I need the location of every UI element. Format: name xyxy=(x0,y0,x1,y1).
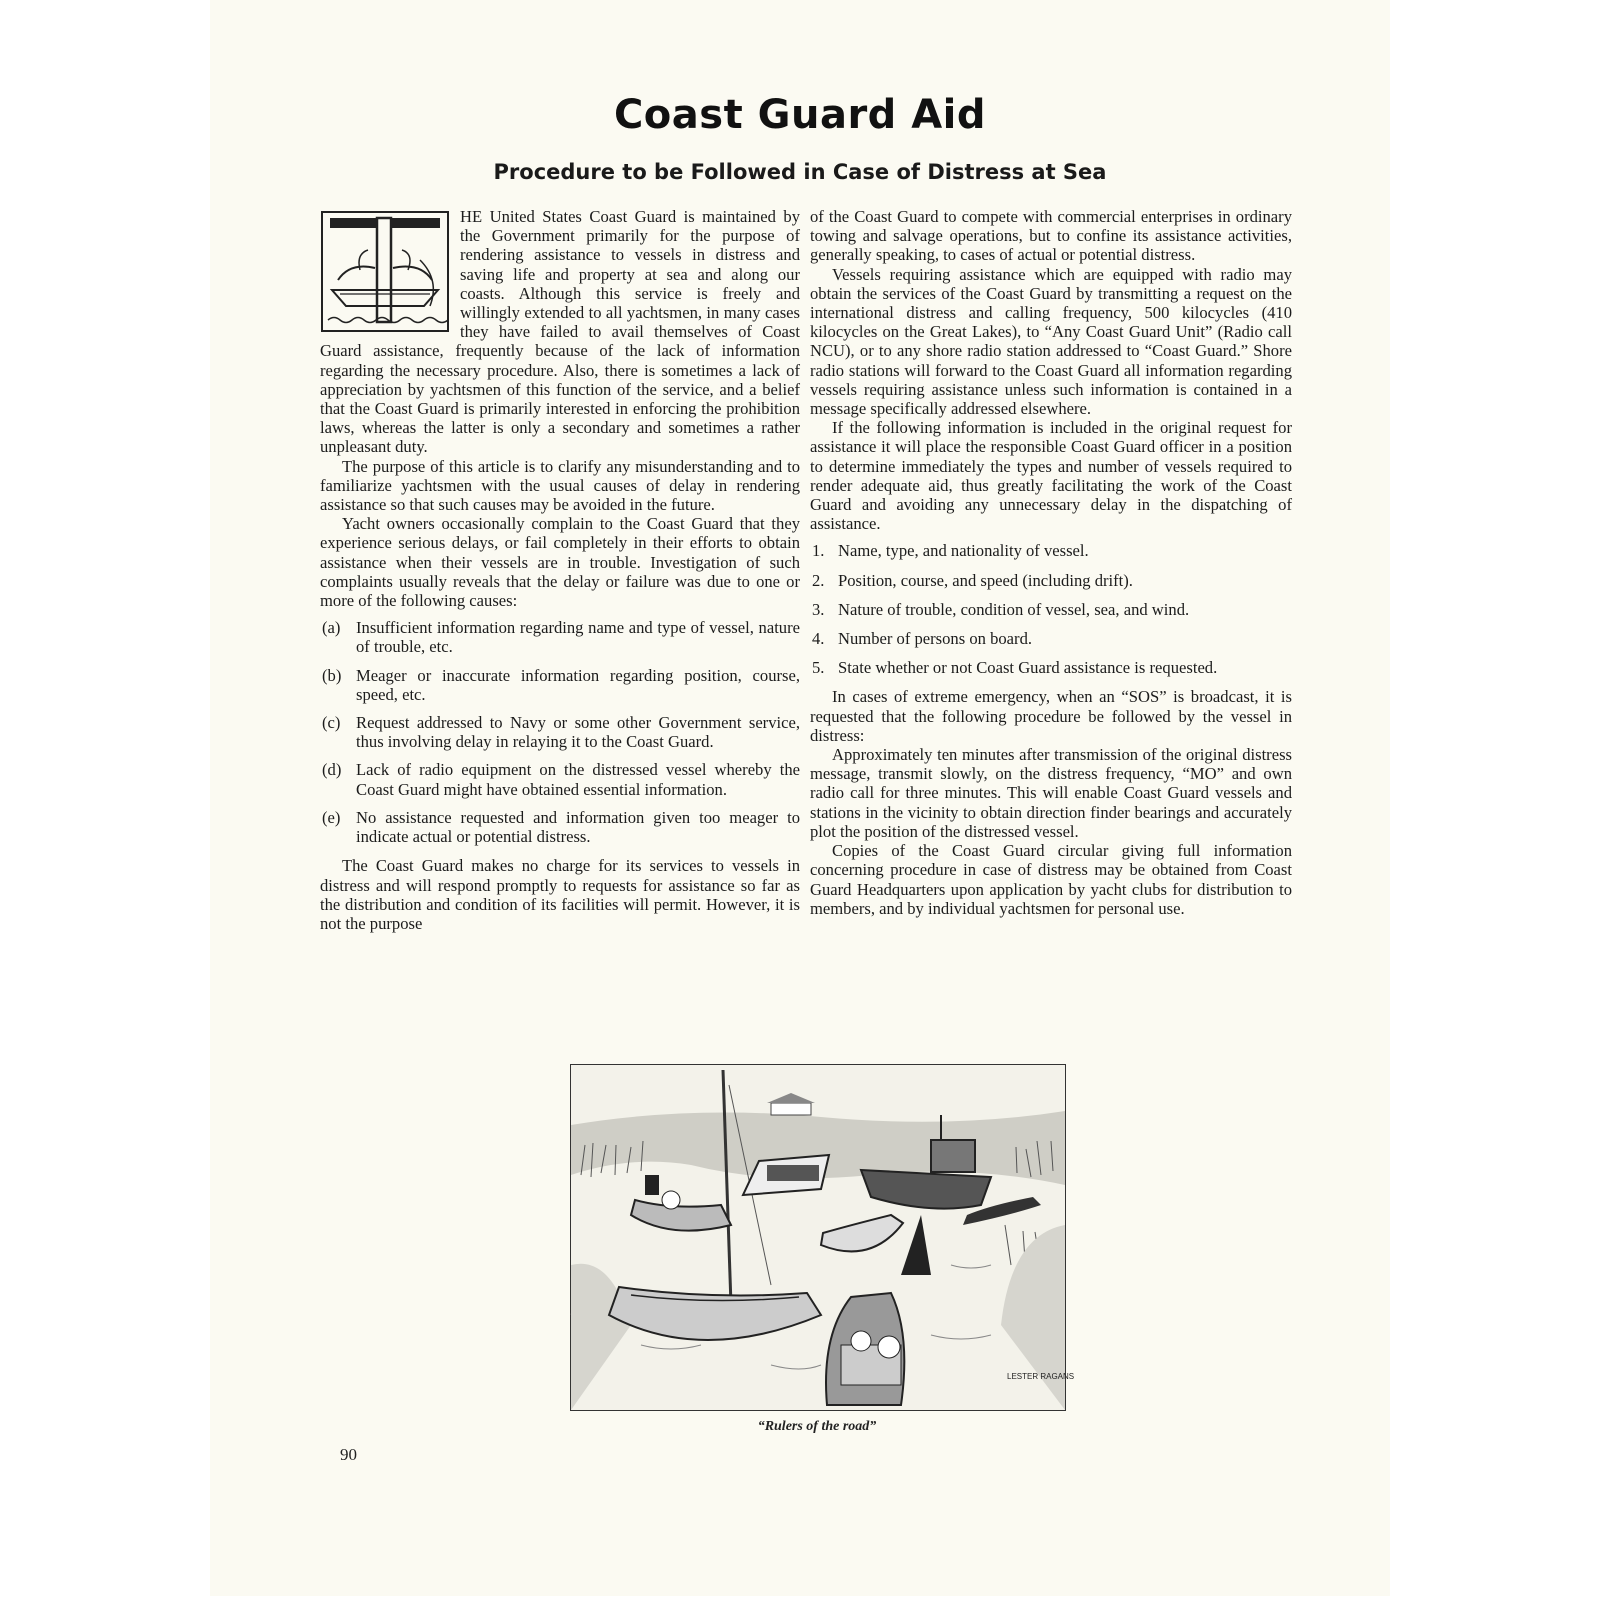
list-marker: 1. xyxy=(812,541,825,561)
list-item xyxy=(810,600,1292,619)
list-item xyxy=(810,571,1292,590)
page-number: 90 xyxy=(340,1445,357,1464)
list-item xyxy=(320,760,800,798)
list-marker: 2. xyxy=(812,570,825,590)
list-item xyxy=(320,666,800,704)
intro-paragraph: HE United States Coast Guard is maintained by the Government primarily for the purpose of rendering assistance to vessels in distress and saving life and property at sea and along our coasts. Although this service is freely and willingly extended to all yachtsmen, in many cases they have failed to avail themselves of Coast Guard assistance, frequently because of the lack of information regarding the necessary procedure. Also, there is sometimes a lack of appreciation by yachtsmen of this function of the service, and a belief that the Coast Guard is primarily interested in enforcing the prohibition laws, whereas the latter is only a secondary and sometimes a rather unpleasant duty. xyxy=(320,207,800,457)
list-marker: (a) xyxy=(322,618,341,638)
copies-paragraph: Copies of the Coast Guard circular giving full information concerning procedure in case of distress may be obtained from Coast Guard Headquarters upon application by yacht clubs for distribution to members, and by individual yachtsmen for personal use. xyxy=(810,841,1292,918)
list-marker: (d) xyxy=(322,760,342,780)
anchor-boat-icon xyxy=(320,210,450,333)
list-item xyxy=(810,629,1292,648)
continued-paragraph: of the Coast Guard to compete with commercial enterprises in ordinary towing and salvage operations, but to confine its assistance activities, generally speaking, to cases of actual or potential distress. xyxy=(810,207,1292,265)
article-title: Coast Guard Aid xyxy=(613,92,987,138)
info-list xyxy=(810,541,1292,677)
list-item xyxy=(810,658,1292,677)
list-marker: (b) xyxy=(322,665,342,685)
procedure-paragraph: Approximately ten minutes after transmission of the original distress message, transmit slowly, on the distress frequency, “MO” and own radio call for three minutes. This will enable Coast Guard vessels and stations in the vicinity to obtain direction finder bearings and accurately plot the position of the distressed vessel. xyxy=(810,745,1292,841)
list-item-text: Number of persons on board. xyxy=(838,629,1033,649)
no-charge-paragraph: The Coast Guard makes no charge for its services to vessels in distress and will respond promptly to requests for assistance so far as the distribution and condition of its facilities will permit. However, it is not the purpose xyxy=(320,856,800,933)
artist-signature: LESTER RAGANS xyxy=(1007,1372,1075,1381)
list-item-text: Nature of trouble, condition of vessel, sea, and wind. xyxy=(838,599,1190,619)
list-item-text: State whether or not Coast Guard assistance is requested. xyxy=(838,658,1218,678)
info-intro-paragraph: If the following information is included in the original request for assistance it will place the responsible Coast Guard officer in a position to determine immediately the types and number of vessels required to render adequate aid, thus greatly facilitating the work of the Coast Guard and avoiding any unnecessary delay in the dispatching of assistance. xyxy=(810,418,1292,534)
list-item-text: Position, course, and speed (including drift). xyxy=(838,570,1133,590)
list-marker: 5. xyxy=(812,658,825,678)
boats-cartoon-image xyxy=(571,1065,1075,1410)
list-item xyxy=(320,808,800,846)
drop-cap-t-illustration xyxy=(320,210,450,333)
list-item-text: Insufficient information regarding name and type of vessel, nature of trouble, etc. xyxy=(356,618,800,657)
list-item xyxy=(810,541,1292,560)
magazine-page xyxy=(210,0,1390,1596)
causes-list xyxy=(320,618,800,846)
radio-paragraph: Vessels requiring assistance which are equipped with radio may obtain the services of the Coast Guard by transmitting a request on the international distress and calling frequency, 500 kilocycles (410 kilocycles on the Great Lakes), to “Any Coast Guard Unit” (Radio call NCU), or to any shore radio station addressed to “Coast Guard.” Shore radio stations will forward to the Coast Guard all information regarding vessels requiring assistance unless such information is contained in a message specifically addressed elsewhere. xyxy=(810,264,1292,419)
list-item-text: Lack of radio equipment on the distressed vessel whereby the Coast Guard might have obtained essential information. xyxy=(356,760,800,799)
list-item-text: Name, type, and nationality of vessel. xyxy=(838,541,1089,561)
figure-caption: “Rulers of the road” xyxy=(757,1419,877,1434)
right-column xyxy=(810,207,1292,918)
purpose-paragraph: The purpose of this article is to clarify any misunderstanding and to familiarize yachtsmen with the usual causes of delay in rendering assistance so that such causes may be avoided in the future. xyxy=(320,456,800,515)
list-item xyxy=(320,713,800,751)
list-marker: 3. xyxy=(812,599,825,619)
list-marker: 4. xyxy=(812,629,825,649)
sos-paragraph: In cases of extreme emergency, when an “SOS” is broadcast, it is requested that the following procedure be followed by the vessel in distress: xyxy=(810,687,1292,745)
list-marker: (c) xyxy=(322,713,341,733)
list-item-text: Request addressed to Navy or some other Government service, thus involving delay in relaying it to the Coast Guard. xyxy=(356,713,800,752)
cartoon-illustration xyxy=(570,1064,1075,1411)
list-item-text: Meager or inaccurate information regarding position, course, speed, etc. xyxy=(356,665,800,704)
list-marker: (e) xyxy=(322,807,341,827)
left-column xyxy=(320,207,800,933)
list-item-text: No assistance requested and information given too meager to indicate actual or potential distress. xyxy=(356,807,800,847)
complaints-paragraph: Yacht owners occasionally complain to the Coast Guard that they experience serious delays, or fail completely in their efforts to obtain assistance when their vessels are in trouble. Investigation of such complaints usually reveals that the delay or failure was due to one or more of the following causes: xyxy=(320,514,800,611)
list-item xyxy=(320,618,800,656)
article-subtitle: Procedure to be Followed in Case of Distress at Sea xyxy=(493,160,1107,184)
